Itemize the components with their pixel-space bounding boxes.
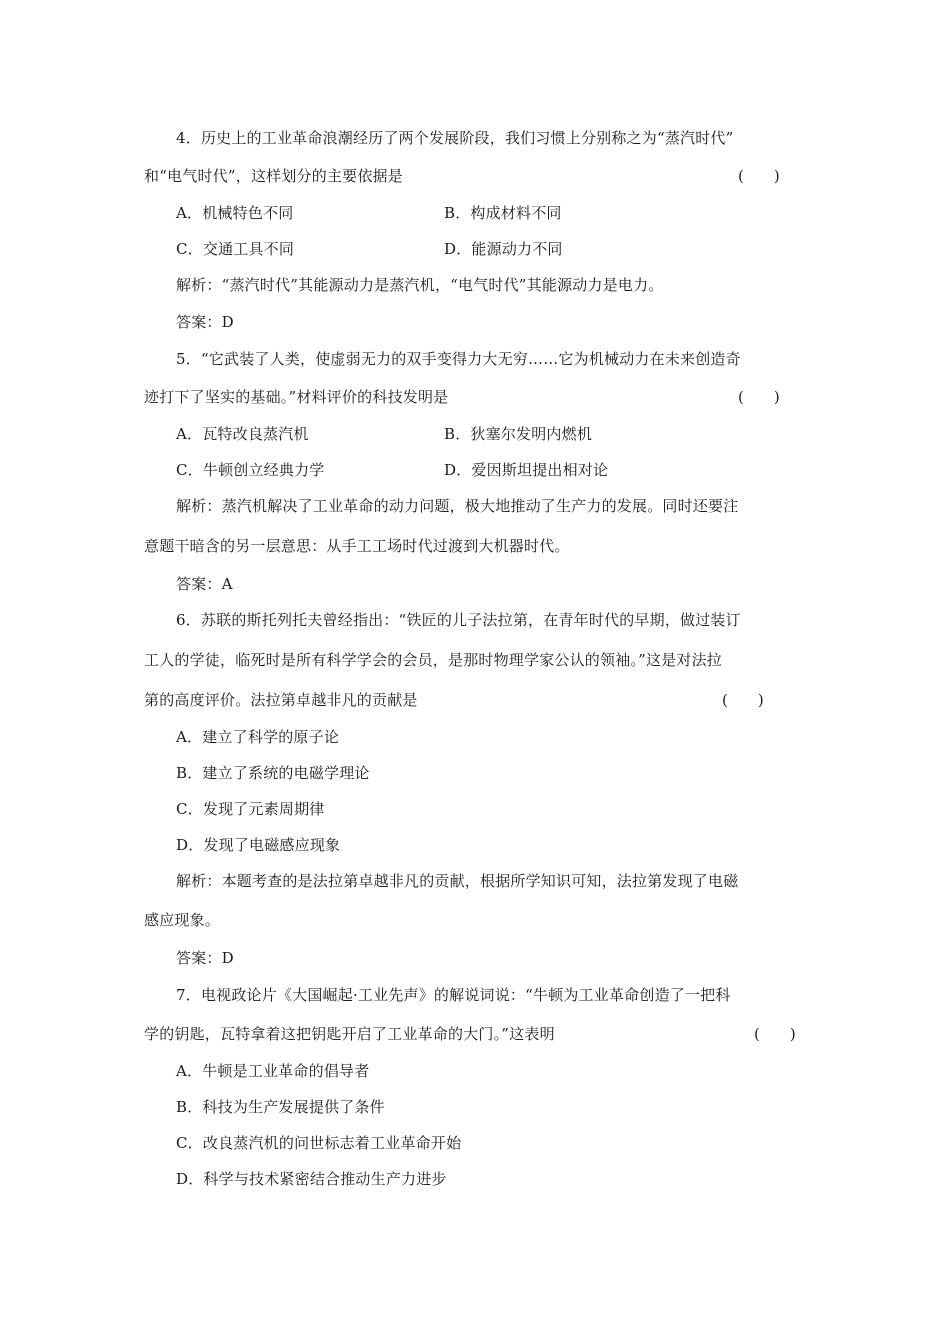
q5-option-c: C．牛顿创立经典力学 — [176, 461, 325, 479]
q5-stem-line-1: 5．“它武装了人类，使虚弱无力的双手变得力大无穷……它为机械动力在未来创造奇 — [176, 350, 741, 368]
q4-answer-paren: ( ) — [738, 167, 780, 185]
q5-answer-paren: ( ) — [738, 388, 780, 406]
q6-analysis-line-2: 感应现象。 — [144, 911, 221, 929]
q7-stem-line-1: 7．电视政论片《大国崛起·工业先声》的解说词说：“牛顿为工业革命创造了一把科 — [176, 986, 731, 1004]
q5-analysis-line-1: 解析：蒸汽机解决了工业革命的动力问题，极大地推动了生产力的发展。同时还要注 — [176, 497, 739, 515]
q6-stem-line-1: 6．苏联的斯托列托夫曾经指出：“铁匠的儿子法拉第，在青年时代的早期，做过装订 — [176, 611, 741, 629]
q7-option-c: C．改良蒸汽机的问世标志着工业革命开始 — [176, 1134, 462, 1152]
q7-option-a: A．牛顿是工业革命的倡导者 — [176, 1062, 370, 1080]
q4-option-c: C．交通工具不同 — [176, 240, 295, 258]
q7-option-b: B．科技为生产发展提供了条件 — [176, 1098, 385, 1116]
q6-option-a: A．建立了科学的原子论 — [176, 728, 340, 746]
q4-option-b: B．构成材料不同 — [444, 204, 562, 222]
q6-stem-line-3: 第的高度评价。法拉第卓越非凡的贡献是 — [144, 691, 418, 709]
q4-option-a: A．机械特色不同 — [176, 204, 294, 222]
q6-option-b: B．建立了系统的电磁学理论 — [176, 764, 370, 782]
q4-stem-line-1: 4．历史上的工业革命浪潮经历了两个发展阶段，我们习惯上分别称之为“蒸汽时代” — [176, 129, 734, 147]
q6-answer: 答案：D — [176, 949, 234, 967]
q4-option-d: D．能源动力不同 — [444, 240, 563, 258]
q6-option-c: C．发现了元素周期律 — [176, 800, 325, 818]
q4-answer: 答案：D — [176, 313, 234, 331]
q7-answer-paren: ( ) — [754, 1025, 796, 1043]
q7-stem-line-2: 学的钥匙，瓦特拿着这把钥匙开启了工业革命的大门。”这表明 — [144, 1025, 555, 1043]
q4-analysis-line-1: 解析：“蒸汽时代”其能源动力是蒸汽机，“电气时代”其能源动力是电力。 — [176, 276, 664, 294]
q5-answer: 答案：A — [176, 575, 233, 593]
q5-option-b: B．狄塞尔发明内燃机 — [444, 425, 593, 443]
q6-answer-paren: ( ) — [722, 691, 764, 709]
q5-option-a: A．瓦特改良蒸汽机 — [176, 425, 309, 443]
q6-option-d: D．发现了电磁感应现象 — [176, 836, 341, 854]
q6-analysis-line-1: 解析：本题考查的是法拉第卓越非凡的贡献，根据所学知识可知，法拉第发现了电磁 — [176, 872, 739, 890]
q5-stem-line-2: 迹打下了坚实的基础。”材料评价的科技发明是 — [144, 388, 449, 406]
q4-stem-line-2: 和“电气时代”，这样划分的主要依据是 — [144, 167, 403, 185]
q7-option-d: D．科学与技术紧密结合推动生产力进步 — [176, 1170, 447, 1188]
q5-analysis-line-2: 意题干暗含的另一层意思：从手工工场时代过渡到大机器时代。 — [144, 537, 570, 555]
q5-option-d: D．爱因斯坦提出相对论 — [444, 461, 609, 479]
q6-stem-line-2: 工人的学徒，临死时是所有科学学会的会员，是那时物理学家公认的领袖。”这是对法拉 — [144, 651, 722, 669]
